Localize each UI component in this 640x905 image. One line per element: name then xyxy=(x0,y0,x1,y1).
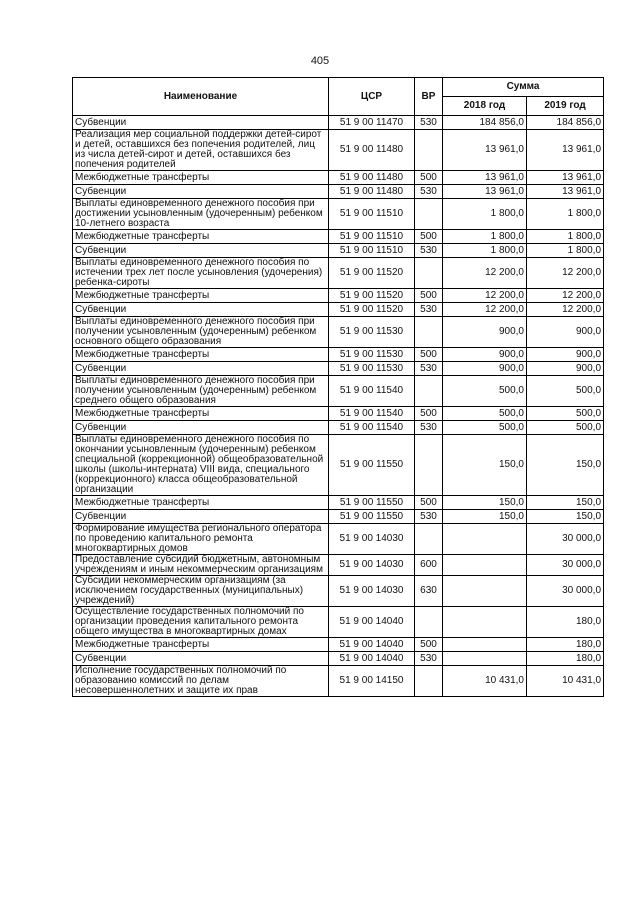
row-sum-2019: 180,0 xyxy=(527,652,604,666)
row-sum-2019: 13 961,0 xyxy=(527,185,604,199)
row-csr: 51 9 00 14030 xyxy=(329,576,415,607)
row-vr xyxy=(415,376,443,407)
row-vr xyxy=(415,607,443,638)
row-sum-2018: 12 200,0 xyxy=(443,289,527,303)
row-sum-2019: 500,0 xyxy=(527,407,604,421)
table-row xyxy=(73,171,604,185)
row-sum-2018 xyxy=(443,638,527,652)
row-sum-2018: 500,0 xyxy=(443,421,527,435)
row-sum-2019: 30 000,0 xyxy=(527,555,604,576)
row-name: Предоставление субсидий бюджетным, автономным учреждениям и иным некоммерческим организациям xyxy=(73,555,329,576)
row-vr xyxy=(415,130,443,171)
row-csr: 51 9 00 11530 xyxy=(329,348,415,362)
row-sum-2018 xyxy=(443,607,527,638)
table-row xyxy=(73,576,604,607)
row-vr xyxy=(415,199,443,230)
header-name: Наименование xyxy=(73,78,329,116)
row-name: Межбюджетные трансферты xyxy=(73,496,329,510)
row-csr: 51 9 00 11550 xyxy=(329,435,415,496)
row-vr: 500 xyxy=(415,348,443,362)
row-name: Субвенции xyxy=(73,421,329,435)
row-vr: 500 xyxy=(415,496,443,510)
row-sum-2018: 1 800,0 xyxy=(443,199,527,230)
row-sum-2018: 150,0 xyxy=(443,435,527,496)
table-row xyxy=(73,421,604,435)
row-sum-2018: 1 800,0 xyxy=(443,244,527,258)
table-row xyxy=(73,199,604,230)
table-row xyxy=(73,407,604,421)
row-name: Субвенции xyxy=(73,116,329,130)
row-sum-2019: 1 800,0 xyxy=(527,230,604,244)
row-name: Межбюджетные трансферты xyxy=(73,289,329,303)
row-sum-2019: 500,0 xyxy=(527,421,604,435)
row-name: Субвенции xyxy=(73,244,329,258)
row-sum-2019: 1 800,0 xyxy=(527,199,604,230)
row-csr: 51 9 00 11510 xyxy=(329,230,415,244)
row-name: Выплаты единовременного денежного пособия по истечении трех лет после усыновления (удочерения) ребенка-сироты xyxy=(73,258,329,289)
row-sum-2018 xyxy=(443,555,527,576)
row-sum-2019: 13 961,0 xyxy=(527,130,604,171)
row-name: Межбюджетные трансферты xyxy=(73,230,329,244)
table-row xyxy=(73,652,604,666)
row-vr: 500 xyxy=(415,289,443,303)
row-sum-2018: 900,0 xyxy=(443,317,527,348)
row-csr: 51 9 00 14040 xyxy=(329,638,415,652)
row-vr: 530 xyxy=(415,510,443,524)
page-number: 405 xyxy=(310,55,330,67)
row-sum-2019: 12 200,0 xyxy=(527,289,604,303)
row-sum-2019: 180,0 xyxy=(527,607,604,638)
row-name: Субвенции xyxy=(73,510,329,524)
table-row xyxy=(73,362,604,376)
row-vr: 630 xyxy=(415,576,443,607)
table-row xyxy=(73,666,604,697)
row-csr: 51 9 00 14040 xyxy=(329,652,415,666)
row-sum-2018: 10 431,0 xyxy=(443,666,527,697)
table-row xyxy=(73,116,604,130)
row-sum-2018: 13 961,0 xyxy=(443,171,527,185)
row-sum-2018: 150,0 xyxy=(443,496,527,510)
row-vr xyxy=(415,524,443,555)
table-row xyxy=(73,435,604,496)
table-row xyxy=(73,289,604,303)
row-vr: 600 xyxy=(415,555,443,576)
row-vr: 530 xyxy=(415,116,443,130)
header-vr: ВР xyxy=(415,78,443,116)
row-sum-2019: 30 000,0 xyxy=(527,576,604,607)
row-sum-2018: 500,0 xyxy=(443,407,527,421)
row-csr: 51 9 00 11530 xyxy=(329,317,415,348)
row-vr xyxy=(415,435,443,496)
row-vr: 530 xyxy=(415,185,443,199)
row-vr: 530 xyxy=(415,244,443,258)
row-sum-2018: 900,0 xyxy=(443,362,527,376)
row-sum-2019: 12 200,0 xyxy=(527,303,604,317)
row-sum-2019: 900,0 xyxy=(527,317,604,348)
row-sum-2019: 12 200,0 xyxy=(527,258,604,289)
table-row xyxy=(73,376,604,407)
row-csr: 51 9 00 11520 xyxy=(329,258,415,289)
table-row xyxy=(73,510,604,524)
row-csr: 51 9 00 11480 xyxy=(329,185,415,199)
row-vr: 500 xyxy=(415,171,443,185)
row-vr: 500 xyxy=(415,230,443,244)
table-row xyxy=(73,244,604,258)
table-row xyxy=(73,555,604,576)
row-sum-2018: 150,0 xyxy=(443,510,527,524)
row-vr: 500 xyxy=(415,638,443,652)
table-body xyxy=(73,116,604,697)
row-sum-2018: 184 856,0 xyxy=(443,116,527,130)
row-name: Субвенции xyxy=(73,185,329,199)
row-csr: 51 9 00 11480 xyxy=(329,130,415,171)
row-csr: 51 9 00 11520 xyxy=(329,303,415,317)
header-csr: ЦСР xyxy=(329,78,415,116)
row-sum-2019: 30 000,0 xyxy=(527,524,604,555)
row-csr: 51 9 00 11530 xyxy=(329,362,415,376)
row-vr: 530 xyxy=(415,303,443,317)
row-vr: 530 xyxy=(415,362,443,376)
row-csr: 51 9 00 11550 xyxy=(329,510,415,524)
row-sum-2018: 12 200,0 xyxy=(443,303,527,317)
row-name: Субвенции xyxy=(73,303,329,317)
row-csr: 51 9 00 11510 xyxy=(329,244,415,258)
header-sum: Сумма xyxy=(443,78,604,97)
row-vr xyxy=(415,317,443,348)
table-row xyxy=(73,638,604,652)
row-csr: 51 9 00 11480 xyxy=(329,171,415,185)
row-csr: 51 9 00 14040 xyxy=(329,607,415,638)
row-sum-2019: 900,0 xyxy=(527,348,604,362)
row-sum-2018: 13 961,0 xyxy=(443,130,527,171)
row-name: Реализация мер социальной поддержки детей-сирот и детей, оставшихся без попечения родителей, лиц из числа детей-сирот и детей, оставшихся без попечения родителей xyxy=(73,130,329,171)
row-sum-2018 xyxy=(443,652,527,666)
row-sum-2018: 1 800,0 xyxy=(443,230,527,244)
row-name: Выплаты единовременного денежного пособия при получении усыновленным (удочеренным) ребенком основного общего образования xyxy=(73,317,329,348)
row-name: Исполнение государственных полномочий по образованию комиссий по делам несовершеннолетних и защите их прав xyxy=(73,666,329,697)
table-row xyxy=(73,230,604,244)
row-sum-2018: 900,0 xyxy=(443,348,527,362)
row-sum-2018 xyxy=(443,524,527,555)
row-vr: 500 xyxy=(415,407,443,421)
row-name: Выплаты единовременного денежного пособия при достижении усыновленным (удочеренным) ребенком 10-летнего возраста xyxy=(73,199,329,230)
header-2019: 2019 год xyxy=(527,97,604,116)
table-row xyxy=(73,348,604,362)
row-name: Субсидии некоммерческим организациям (за исключением государственных (муниципальных) учреждений) xyxy=(73,576,329,607)
row-csr: 51 9 00 11510 xyxy=(329,199,415,230)
row-sum-2019: 1 800,0 xyxy=(527,244,604,258)
row-sum-2019: 150,0 xyxy=(527,496,604,510)
table-row xyxy=(73,607,604,638)
row-csr: 51 9 00 11550 xyxy=(329,496,415,510)
row-sum-2018 xyxy=(443,576,527,607)
table-row xyxy=(73,524,604,555)
header-2018: 2018 год xyxy=(443,97,527,116)
row-sum-2019: 900,0 xyxy=(527,362,604,376)
table-row xyxy=(73,317,604,348)
row-vr: 530 xyxy=(415,421,443,435)
row-sum-2019: 150,0 xyxy=(527,435,604,496)
row-name: Межбюджетные трансферты xyxy=(73,407,329,421)
table-row xyxy=(73,130,604,171)
row-sum-2019: 13 961,0 xyxy=(527,171,604,185)
row-vr xyxy=(415,666,443,697)
row-name: Выплаты единовременного денежного пособия по окончании усыновленным (удочеренным) ребенком специальной (коррекционной) общеобразовательной школы (школы-интерната) VIII вида, специального (коррекционного) класса общеобразовательной организации xyxy=(73,435,329,496)
row-csr: 51 9 00 11540 xyxy=(329,407,415,421)
table-row xyxy=(73,258,604,289)
row-csr: 51 9 00 14150 xyxy=(329,666,415,697)
row-name: Осуществление государственных полномочий по организации проведения капитального ремонта общего имущества в многоквартирных домах xyxy=(73,607,329,638)
row-sum-2019: 150,0 xyxy=(527,510,604,524)
row-csr: 51 9 00 11540 xyxy=(329,376,415,407)
row-sum-2019: 180,0 xyxy=(527,638,604,652)
table-row xyxy=(73,185,604,199)
row-vr xyxy=(415,258,443,289)
row-name: Межбюджетные трансферты xyxy=(73,348,329,362)
row-sum-2019: 500,0 xyxy=(527,376,604,407)
table-row xyxy=(73,496,604,510)
row-csr: 51 9 00 11470 xyxy=(329,116,415,130)
row-name: Формирование имущества регионального оператора по проведению капитального ремонта многоквартирных домов xyxy=(73,524,329,555)
row-sum-2019: 10 431,0 xyxy=(527,666,604,697)
row-name: Межбюджетные трансферты xyxy=(73,171,329,185)
row-name: Субвенции xyxy=(73,362,329,376)
row-csr: 51 9 00 11520 xyxy=(329,289,415,303)
row-csr: 51 9 00 14030 xyxy=(329,524,415,555)
row-name: Выплаты единовременного денежного пособия при получении усыновленным (удочеренным) ребенком среднего общего образования xyxy=(73,376,329,407)
row-sum-2018: 12 200,0 xyxy=(443,258,527,289)
row-csr: 51 9 00 14030 xyxy=(329,555,415,576)
row-sum-2018: 500,0 xyxy=(443,376,527,407)
row-name: Межбюджетные трансферты xyxy=(73,638,329,652)
row-vr: 530 xyxy=(415,652,443,666)
budget-table xyxy=(72,77,604,697)
row-csr: 51 9 00 11540 xyxy=(329,421,415,435)
row-sum-2019: 184 856,0 xyxy=(527,116,604,130)
table-row xyxy=(73,303,604,317)
row-name: Субвенции xyxy=(73,652,329,666)
row-sum-2018: 13 961,0 xyxy=(443,185,527,199)
